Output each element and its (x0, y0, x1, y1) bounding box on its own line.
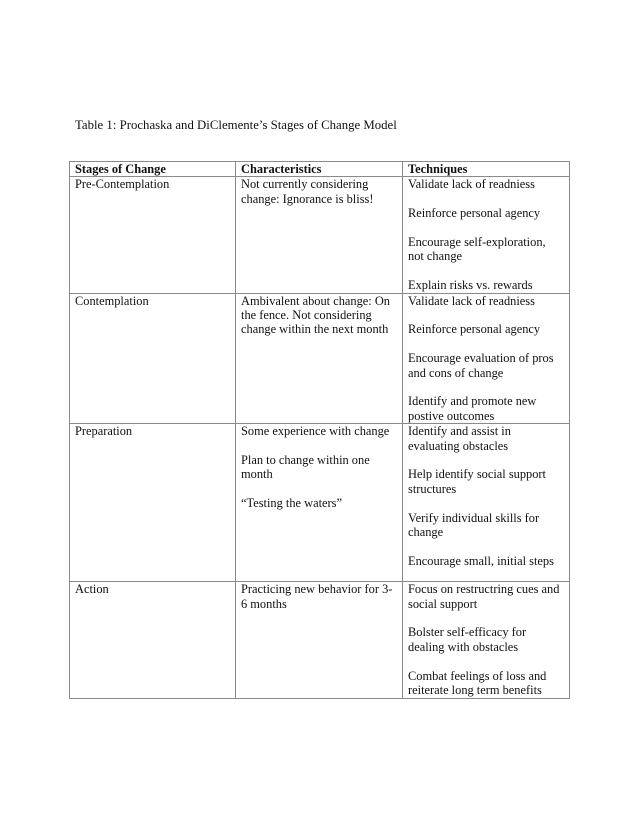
technique-item: Explain risks vs. rewards (408, 278, 533, 293)
stage-cell: Action (70, 582, 236, 699)
table-row (70, 293, 570, 424)
technique-item: Reinforce personal agency (408, 206, 541, 221)
technique-item: Reinforce personal agency (408, 322, 541, 337)
technique-item: Encourage small, initial steps (408, 553, 554, 568)
technique-item: Encourage evaluation of pros and cons of change (408, 351, 554, 380)
technique-item: Verify individual skills for change (408, 510, 540, 540)
characteristics-cell (236, 424, 403, 582)
characteristic-item: “Testing the waters” (241, 496, 342, 511)
technique-item: Encourage self-exploration, not change (408, 235, 546, 264)
stages-of-change-table (69, 161, 570, 699)
stage-cell: Pre-Contemplation (70, 177, 236, 293)
technique-item: Combat feelings of loss and reiterate long term benefits (408, 668, 547, 698)
techniques-cell (403, 177, 570, 293)
technique-item: Validate lack of readniess (408, 177, 535, 192)
header-characteristics: Characteristics (236, 162, 403, 177)
characteristic-item: Some experience with change (241, 424, 390, 439)
table-row (70, 177, 570, 293)
characteristic-item: Plan to change within one month (241, 453, 370, 482)
technique-item: Identify and assist in evaluating obstacles (408, 424, 511, 453)
technique-item: Bolster self-efficacy for dealing with obstacles (408, 625, 527, 654)
technique-item: Help identify social support structures (408, 467, 546, 496)
table-row (70, 424, 570, 582)
technique-item: Validate lack of readniess (408, 293, 535, 308)
characteristic-item: Practicing new behavior for 3-6 months (241, 582, 393, 611)
stage-cell: Preparation (70, 424, 236, 582)
technique-item: Focus on restructring cues and social support (408, 582, 560, 611)
table-caption: Table 1: Prochaska and DiClemente’s Stages of Change Model (75, 118, 397, 132)
techniques-cell (403, 582, 570, 699)
characteristics-cell (236, 582, 403, 699)
techniques-cell (403, 424, 570, 582)
characteristics-cell (236, 177, 403, 293)
table-header-row (70, 162, 570, 177)
characteristic-item: Not currently considering change: Ignorance is bliss! (241, 177, 374, 206)
header-techniques: Techniques (403, 162, 570, 177)
techniques-cell (403, 293, 570, 424)
header-stages: Stages of Change (70, 162, 236, 177)
characteristic-item: Ambivalent about change: On the fence. Not considering change within the next month (241, 293, 390, 337)
table-row (70, 582, 570, 699)
stage-cell: Contemplation (70, 293, 236, 424)
technique-item: Identify and promote new postive outcomes (408, 394, 537, 423)
characteristics-cell (236, 293, 403, 424)
